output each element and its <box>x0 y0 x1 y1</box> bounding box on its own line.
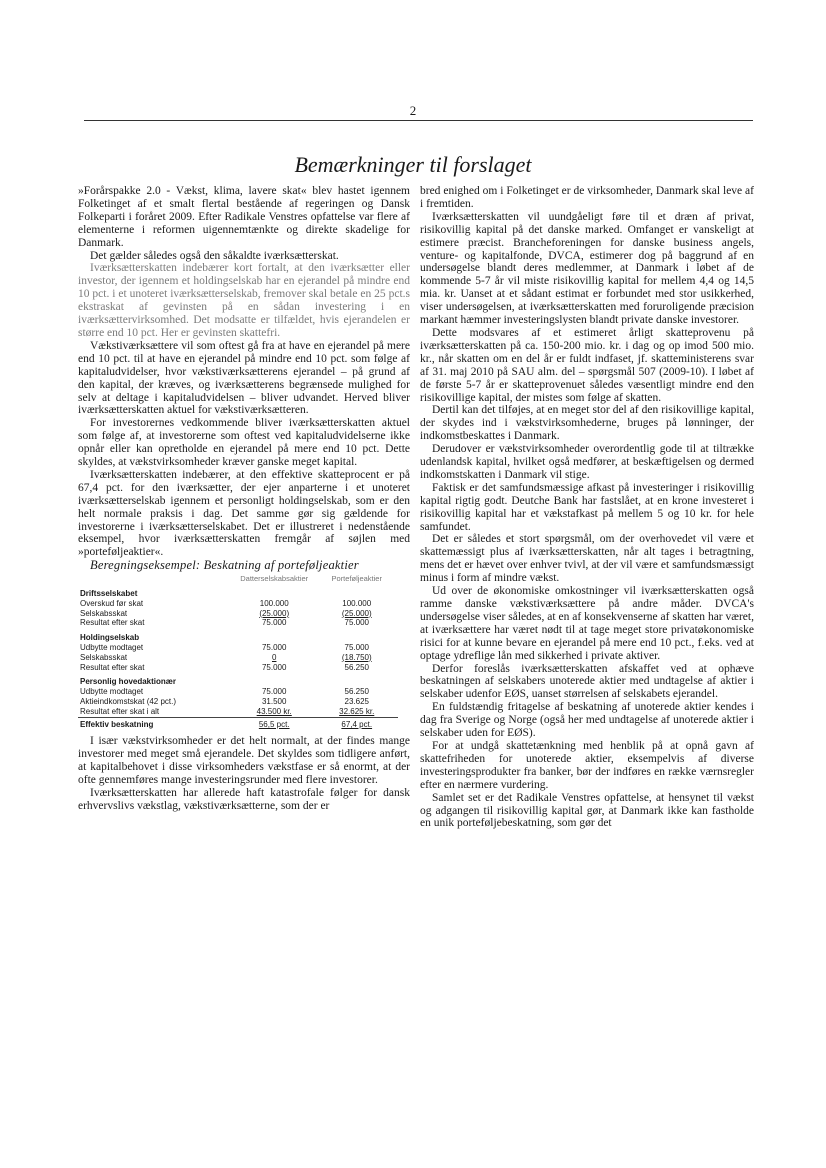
column-header: Datterselskabsaktier <box>240 574 309 584</box>
table-row-total: Effektiv beskatning 56,5 pct. 67,4 pct. <box>78 717 398 729</box>
paragraph: Det gælder således også den såkaldte iværksætterskat. <box>90 249 339 262</box>
table-section-heading: Personlig hovedaktionær <box>80 677 177 687</box>
paragraph: Iværksætterskatten indebærer kort fortalt, at den iværksætter eller investor, der igennem et holdingselskab har en ejerandel på mindre end 10 pct. i et unoteret iværksætterselskab, fremover skal betale en 25 pct.s ekstraskat af gevinsten på en sådan investering i en iværksættervirksomhed. Det modsatte er tilfældet, hvis ejerandelen er større end 10 pct. Her er gevinsten skattefri. <box>78 262 410 339</box>
table-row: Udbytte modtaget 75.000 75.000 <box>80 642 369 652</box>
paragraph: For investorernes vedkommende bliver iværksætterskatten aktuel som følge af, at investorerne som oftest ved kapitaludvidelserne ikke opnår eller kan opretholde en ejerandel på mere end 10 pct. Dette skyldes, at vækstvirksomheder kræver ganske meget kapital. <box>78 417 410 469</box>
table-row: Resultat efter skat 75.000 56.250 <box>80 662 369 672</box>
page-title: Bemærkninger til forslaget <box>294 152 532 177</box>
paragraph: I især vækstvirksomheder er det helt normalt, at der findes mange investorer med meget små ejerandele. Det skyldes som tidligere anført, at kapitalbehovet i disse virksomheders vækstfase er så enormt, at der ofte gennemføres mange investeringsrunder med flere investorer. <box>78 735 410 787</box>
paragraph: »Forårspakke 2.0 - Vækst, klima, lavere skat« blev hastet igennem Folketinget af et smalt flertal bestående af regeringen og Dansk Folkeparti i foråret 2009. Efter Radikale Venstres opfattelse var flere af elementerne i reformen uigennemtænkte og direkte skadelige for Danmark. <box>78 185 410 249</box>
paragraph: Faktisk er det samfundsmæssige afkast på investeringer i risikovillig kapital rigtig godt. Deutche Bank har fastslået, at en krone investeret i risikovillig kapital har et vækstafkast på mellem 5 og 10 kr. for hele samfundet. <box>420 481 754 533</box>
paragraph: Vækstiværksættere vil som oftest gå fra at have en ejerandel på mere end 10 pct. til at have en ejerandel på mindre end 10 pct. som følge af kapitaludvidelser, hvor vækstiværksætterens ejerandel – på grund af den kapital, der kræves, og iværksætterens begrænsede mulighed for selv at deltage i kapitaludvidelsen – bliver udvandet. Herved bliver iværksætterskatten aktuel for vækstiværksætteren. <box>78 339 410 417</box>
table-row: Overskud før skat 100.000 100.000 <box>80 598 372 608</box>
paragraph: En fuldstændig fritagelse af beskatning af unoterede aktier kendes i dag fra Sverige og Norge (også her med undtagelse af unoterede aktier i selskaber uden for EØS). <box>420 701 754 740</box>
table-row: Resultat efter skat 75.000 75.000 <box>80 618 369 628</box>
left-column <box>78 185 410 813</box>
paragraph: Derudover er vækstvirksomheder overordentlig gode til at tiltrække udenlandsk kapital, hvilket også medfører, at beskæftigelsen og dermed indkomstskatten i Danmark vil stige. <box>420 443 754 481</box>
paragraph: Samlet set er det Radikale Venstres opfattelse, at hensynet til vækst og adgangen til risikovillig kapital gør, at Danmark ikke kan fastholde en unik porteføljebeskatning, som gør det <box>420 791 754 830</box>
paragraph: Dette modsvares af et estimeret årligt skatteprovenu på iværksætterskatten på ca. 150-200 mio. kr. i dag og op imod 500 mio. kr., når skatten om en del år er fuldt indfaset, jf. skatteministerens svar af 31. maj 2010 på SAU alm. del – spørgsmål 507 (2009-10). I løbet af de første 5-7 år er skatteprovenuet således væsentligt mindre end den risikovillige kapital, der mistes som følge af skatten. <box>420 326 754 404</box>
right-column <box>420 185 754 830</box>
paragraph: For at undgå skattetænkning med henblik på at opnå gavn af skattefriheden for unoterede aktier, eksempelvis af diverse investeringsprodukter fra banker, bør der indføres en række værnsregler efter en nærmere vurdering. <box>420 739 754 791</box>
table-row: Udbytte modtaget 75.000 56.250 <box>80 687 369 697</box>
table-row: Aktieindkomstskat (42 pct.) 31.500 23.625 <box>80 696 369 706</box>
table-row: Selskabsskat 0 (18.750) <box>80 652 372 662</box>
paragraph: Ud over de økonomiske omkostninger vil iværksætterskatten også ramme danske vækstiværksættere på andre måder. DVCA's undersøgelse viser således, at en af konsekvenserne af skatten har været, at iværksættere har været nødt til at tage meget store privatøkonomiske risici for at kunne bevare en ejerandel på mere end 10 pct., f.eks. ved at optage ydreflige lån med sikkerhed i private aktiver. <box>420 585 754 662</box>
paragraph: Det er således et stort spørgsmål, om der overhovedet vil være et skattemæssigt plus af iværksætterskatten, når alt tages i betragtning, mens det er hævet over enhver tvivl, at der vil være et samfundsmæssigt minus i form af mindre vækst. <box>420 533 754 585</box>
column-header: Porteføljeaktier <box>331 574 382 584</box>
example-table <box>78 574 398 729</box>
paragraph: Iværksætterskatten vil uundgåeligt føre til et dræn af privat, risikovillig kapital på det danske marked. Omfanget er vanskeligt at estimere præcist. Brancheforeningen for danske business angels, venture- og kapitalfonde, DVCA, estimerer dog på baggrund af en undersøgelse blandt deres medlemmer, at Danmark i løbet af de kommende 5-7 år vil miste risikovillig kapital for mellem 4,4 og 14,5 mia. kr. Uanset at et sådant estimat er forbundet med stor usikkerhed, viser undersøgelsen, at iværksætterskatten med foruroligende præcision markant hæmmer investeringslysten blandt private danske investorer. <box>420 210 754 327</box>
table-row: Resultat efter skat i alt 43.500 kr. 32.625 kr. <box>80 706 375 716</box>
paragraph: Derfor foreslås iværksætterskatten afskaffet ved at ophæve beskatningen af selskabers unoterede aktier med undtagelse af aktier i selskaber udenfor EØS, uanset størrelsen af selskabets ejerandel. <box>420 662 754 701</box>
table-section-heading: Holdingselskab <box>80 633 140 643</box>
page-number: 2 <box>409 103 417 118</box>
paragraph: Dertil kan det tilføjes, at en meget stor del af den risikovillige kapital, der skydes ind i vækstvirksomhederne, bruges på lønninger, der indkomstbeskattes i Danmark. <box>420 404 754 443</box>
table-row: Selskabsskat (25.000) (25.000) <box>80 608 372 618</box>
table-section-heading: Driftsselskabet <box>80 588 138 598</box>
example-heading: Beregningseksempel: Beskatning af porteføljeaktier <box>90 558 359 573</box>
paragraph: Iværksætterskatten har allerede haft katastrofale følger for dansk erhvervslivs vækstlag, vækstiværksætterne, som der er <box>78 786 410 812</box>
paragraph: bred enighed om i Folketinget er de virksomheder, Danmark skal leve af i fremtiden. <box>420 185 754 210</box>
header-rule <box>84 120 753 121</box>
paragraph: Iværksætterskatten indebærer, at den effektive skatteprocent er på 67,4 pct. for den iværksætter, der ejer anparterne i et unoteret iværksætterselskab igennem et personligt holdingselskab, som er den helt normale praksis i dag. Det samme gør sig gældende for investorerne i iværksætterselskabet. Det er illustreret i nedenstående eksempel, hvor iværksætterskatten fremgår af søjlen med »porteføljeaktier«. <box>78 468 410 559</box>
